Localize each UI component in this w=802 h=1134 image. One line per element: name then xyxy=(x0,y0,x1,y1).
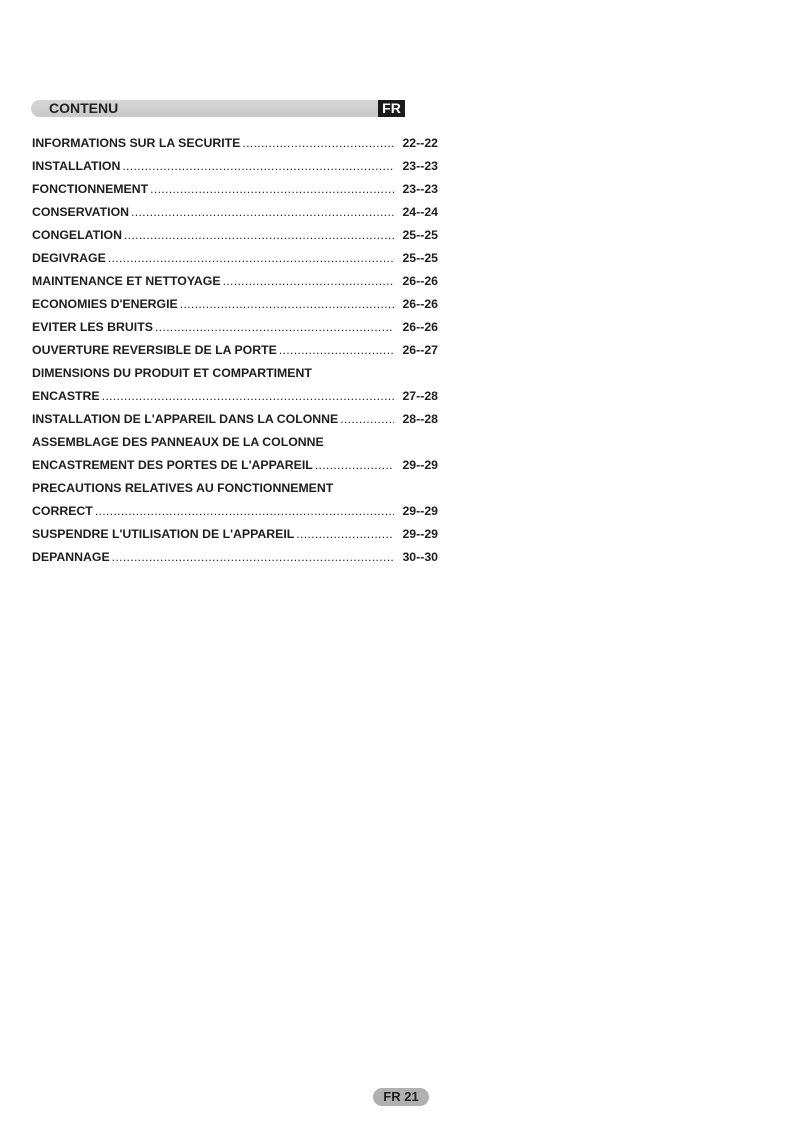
toc-entry xyxy=(32,136,438,159)
toc-entry-label: DEGIVRAGE xyxy=(32,251,106,265)
dot-leader xyxy=(131,205,394,219)
dot-leader xyxy=(155,320,395,334)
dot-leader xyxy=(180,297,395,311)
toc-entry-label: ENCASTREMENT DES PORTES DE L'APPAREIL xyxy=(32,458,313,472)
table-of-contents xyxy=(32,136,438,573)
language-badge: FR xyxy=(378,100,405,117)
toc-entry xyxy=(32,550,438,573)
dot-leader xyxy=(122,159,394,173)
toc-entry xyxy=(32,274,438,297)
toc-entry-label: PRECAUTIONS RELATIVES AU FONCTIONNEMENT xyxy=(32,481,334,495)
toc-entry xyxy=(32,343,438,366)
toc-entry-label: CORRECT xyxy=(32,504,93,518)
toc-entry-page: 29--29 xyxy=(402,527,438,541)
section-header xyxy=(31,100,405,117)
toc-entry-page: 30--30 xyxy=(402,550,438,564)
toc-entry xyxy=(32,205,438,228)
toc-entry-label: INFORMATIONS SUR LA SECURITE xyxy=(32,136,241,150)
toc-entry xyxy=(32,228,438,251)
toc-entry-page: 29--29 xyxy=(402,504,438,518)
toc-entry-page: 26--26 xyxy=(402,274,438,288)
toc-entry xyxy=(32,320,438,343)
toc-entry xyxy=(32,297,438,320)
toc-entry-label: DIMENSIONS DU PRODUIT ET COMPARTIMENT xyxy=(32,366,312,380)
dot-leader xyxy=(223,274,395,288)
toc-entry-page: 24--24 xyxy=(402,205,438,219)
dot-leader xyxy=(296,527,394,541)
toc-entry-page: 28--28 xyxy=(402,412,438,426)
toc-entry-page: 29--29 xyxy=(402,458,438,472)
toc-entry xyxy=(32,527,438,550)
toc-entry-label: CONGELATION xyxy=(32,228,122,242)
toc-entry xyxy=(32,458,438,481)
dot-leader xyxy=(95,504,395,518)
toc-entry-label: DEPANNAGE xyxy=(32,550,110,564)
toc-entry xyxy=(32,251,438,274)
dot-leader xyxy=(340,412,394,426)
dot-leader xyxy=(102,389,395,403)
toc-entry-page: 26--26 xyxy=(402,320,438,334)
toc-entry xyxy=(32,389,438,412)
toc-entry-page: 23--23 xyxy=(402,182,438,196)
toc-entry xyxy=(32,504,438,527)
toc-entry-label: FONCTIONNEMENT xyxy=(32,182,149,196)
section-title: CONTENU xyxy=(49,100,119,116)
toc-entry xyxy=(32,481,438,504)
dot-leader xyxy=(108,251,395,265)
dot-leader xyxy=(315,458,395,472)
toc-entry-page: 26--27 xyxy=(402,343,438,357)
toc-entry xyxy=(32,182,438,205)
toc-entry-page: 23--23 xyxy=(402,159,438,173)
dot-leader xyxy=(112,550,395,564)
toc-entry-label: CONSERVATION xyxy=(32,205,130,219)
toc-entry-label: EVITER LES BRUITS xyxy=(32,320,153,334)
toc-entry-page: 27--28 xyxy=(402,389,438,403)
toc-entry-label: ASSEMBLAGE DES PANNEAUX DE LA COLONNE xyxy=(32,435,324,449)
toc-entry-page: 25--25 xyxy=(402,228,438,242)
toc-entry-label: ENCASTRE xyxy=(32,389,100,403)
page-number-badge: FR 21 xyxy=(373,1088,429,1106)
toc-entry xyxy=(32,435,438,458)
dot-leader xyxy=(242,136,394,150)
toc-entry-page: 26--26 xyxy=(402,297,438,311)
toc-entry xyxy=(32,159,438,182)
toc-entry-label: SUSPENDRE L'UTILISATION DE L'APPAREIL xyxy=(32,527,295,541)
toc-entry-label: INSTALLATION DE L'APPAREIL DANS LA COLONNE xyxy=(32,412,339,426)
toc-entry-label: INSTALLATION xyxy=(32,159,121,173)
toc-entry xyxy=(32,366,438,389)
toc-entry-label: OUVERTURE REVERSIBLE DE LA PORTE xyxy=(32,343,277,357)
dot-leader xyxy=(124,228,395,242)
toc-entry-label: MAINTENANCE ET NETTOYAGE xyxy=(32,274,221,288)
toc-entry-page: 25--25 xyxy=(402,251,438,265)
toc-entry-page: 22--22 xyxy=(402,136,438,150)
dot-leader xyxy=(279,343,395,357)
toc-entry xyxy=(32,412,438,435)
toc-entry-label: ECONOMIES D'ENERGIE xyxy=(32,297,178,311)
dot-leader xyxy=(150,182,394,196)
